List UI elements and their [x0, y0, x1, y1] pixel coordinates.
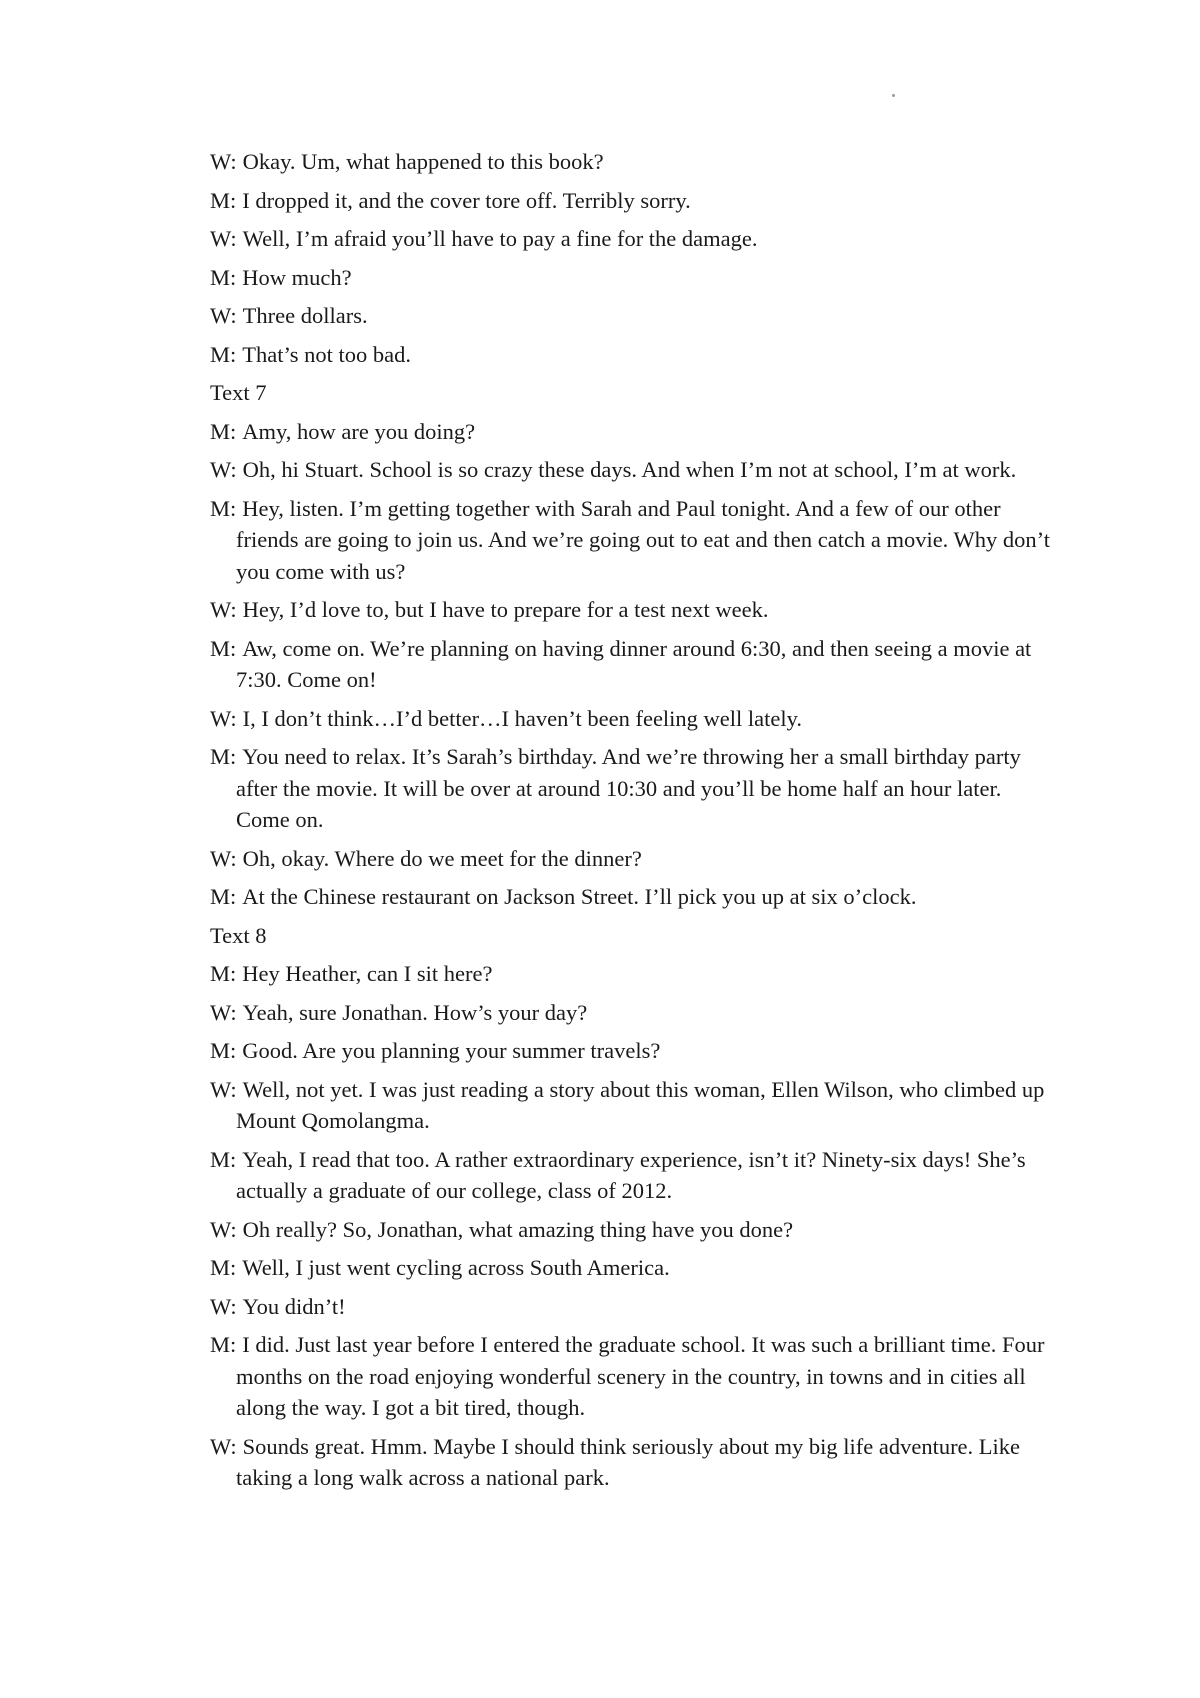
dialogue-line	[210, 1329, 1050, 1424]
dialogue-line	[210, 339, 1050, 371]
speaker-label: W:	[210, 1433, 237, 1459]
speaker-label: M:	[210, 1038, 237, 1063]
dialogue-line	[210, 843, 1050, 875]
speaker-label: M:	[210, 264, 237, 290]
dialogue-line	[210, 185, 1050, 217]
utterance-text: Oh, hi Stuart. School is so crazy these days. And when I’m not at school, I’m at work.	[242, 457, 1017, 482]
section-heading-text: Text 8	[210, 922, 267, 948]
dialogue-line	[210, 1144, 1050, 1207]
utterance-text: Aw, come on. We’re planning on having dinner around 6:30, and then seeing a movie at 7:30. Come on!	[236, 635, 1032, 692]
utterance-text: You need to relax. It’s Sarah’s birthday. And we’re throwing her a small birthday party after the movie. It will be over at around 10:30 and you’ll be home half an hour later. Come on.	[236, 744, 1021, 832]
dialogue-line	[210, 881, 1050, 913]
utterance-text: How much?	[242, 264, 352, 290]
utterance-text: Well, I’m afraid you’ll have to pay a fine for the damage.	[242, 226, 758, 251]
dialogue-line	[210, 741, 1050, 836]
dialogue-line	[210, 1035, 1050, 1067]
dialogue-line	[210, 223, 1050, 255]
utterance-text: Oh really? So, Jonathan, what amazing thing have you done?	[242, 1216, 794, 1242]
speaker-label: W:	[210, 1216, 237, 1242]
speaker-label: W:	[210, 303, 237, 328]
speaker-label: W:	[210, 149, 237, 174]
utterance-text: That’s not too bad.	[242, 341, 411, 367]
speaker-label: M:	[210, 1255, 237, 1280]
utterance-text: Hey, I’d love to, but I have to prepare for a test next week.	[242, 597, 769, 622]
dialogue-line	[210, 1291, 1050, 1323]
section-heading	[210, 920, 1050, 952]
utterance-text: Okay. Um, what happened to this book?	[242, 149, 604, 174]
speaker-label: M:	[210, 884, 237, 909]
speaker-label: M:	[210, 635, 237, 661]
speaker-label: W:	[210, 1076, 237, 1102]
speaker-label: M:	[210, 341, 237, 367]
dialogue-line	[210, 1431, 1050, 1494]
dialogue-line	[210, 703, 1050, 735]
utterance-text: Amy, how are you doing?	[242, 418, 476, 444]
speaker-label: M:	[210, 1332, 237, 1357]
utterance-text: Well, not yet. I was just reading a story about this woman, Ellen Wilson, who climbed up Mount Qomolangma.	[236, 1076, 1045, 1133]
dialogue-line	[210, 1214, 1050, 1246]
scan-dot-mark	[892, 94, 895, 97]
dialogue-line	[210, 633, 1050, 696]
speaker-label: M:	[210, 187, 237, 213]
utterance-text: Hey Heather, can I sit here?	[242, 961, 493, 986]
speaker-label: M:	[210, 1146, 237, 1172]
speaker-label: W:	[210, 999, 237, 1025]
utterance-text: Sounds great. Hmm. Maybe I should think seriously about my big life adventure. Like taking a long walk across a national park.	[236, 1433, 1021, 1490]
speaker-label: W:	[210, 1293, 237, 1319]
speaker-label: M:	[210, 418, 237, 444]
dialogue-line	[210, 454, 1050, 486]
utterance-text: I did. Just last year before I entered the graduate school. It was such a brilliant time. Four months on the road enjoying wonderful scenery in the country, in towns and in cities all along the way. I got a bit tired, though.	[236, 1332, 1045, 1420]
speaker-label: W:	[210, 457, 237, 482]
utterance-text: Three dollars.	[242, 303, 368, 328]
utterance-text: Oh, okay. Where do we meet for the dinner?	[242, 845, 642, 871]
speaker-label: M:	[210, 744, 237, 769]
section-heading	[210, 377, 1050, 409]
dialogue-line	[210, 493, 1050, 588]
speaker-label: W:	[210, 845, 237, 871]
speaker-label: W:	[210, 705, 237, 731]
dialogue-line	[210, 146, 1050, 178]
dialogue-line	[210, 997, 1050, 1029]
dialogue-line	[210, 1074, 1050, 1137]
dialogue-line	[210, 594, 1050, 626]
utterance-text: Hey, listen. I’m getting together with Sarah and Paul tonight. And a few of our other friends are going to join us. And we’re going out to eat and then catch a movie. Why don’t you come with us?	[236, 495, 1050, 584]
utterance-text: I, I don’t think…I’d better…I haven’t been feeling well lately.	[242, 705, 803, 731]
dialogue-line	[210, 262, 1050, 294]
utterance-text: Yeah, I read that too. A rather extraordinary experience, isn’t it? Ninety-six days! She’s actually a graduate of our college, class of 2012.	[236, 1146, 1026, 1203]
utterance-text: Yeah, sure Jonathan. How’s your day?	[242, 999, 588, 1025]
speaker-label: W:	[210, 226, 237, 251]
utterance-text: Well, I just went cycling across South America.	[242, 1255, 670, 1280]
dialogue-line	[210, 300, 1050, 332]
utterance-text: Good. Are you planning your summer travels?	[242, 1038, 661, 1063]
speaker-label: W:	[210, 597, 237, 622]
dialogue-transcript	[210, 146, 1050, 1501]
speaker-label: M:	[210, 495, 237, 521]
utterance-text: At the Chinese restaurant on Jackson Street. I’ll pick you up at six o’clock.	[242, 884, 917, 909]
utterance-text: I dropped it, and the cover tore off. Terribly sorry.	[242, 187, 691, 213]
dialogue-line	[210, 958, 1050, 990]
speaker-label: M:	[210, 961, 237, 986]
section-heading-text: Text 7	[210, 380, 267, 405]
dialogue-line	[210, 416, 1050, 448]
dialogue-line	[210, 1252, 1050, 1284]
utterance-text: You didn’t!	[242, 1293, 346, 1319]
